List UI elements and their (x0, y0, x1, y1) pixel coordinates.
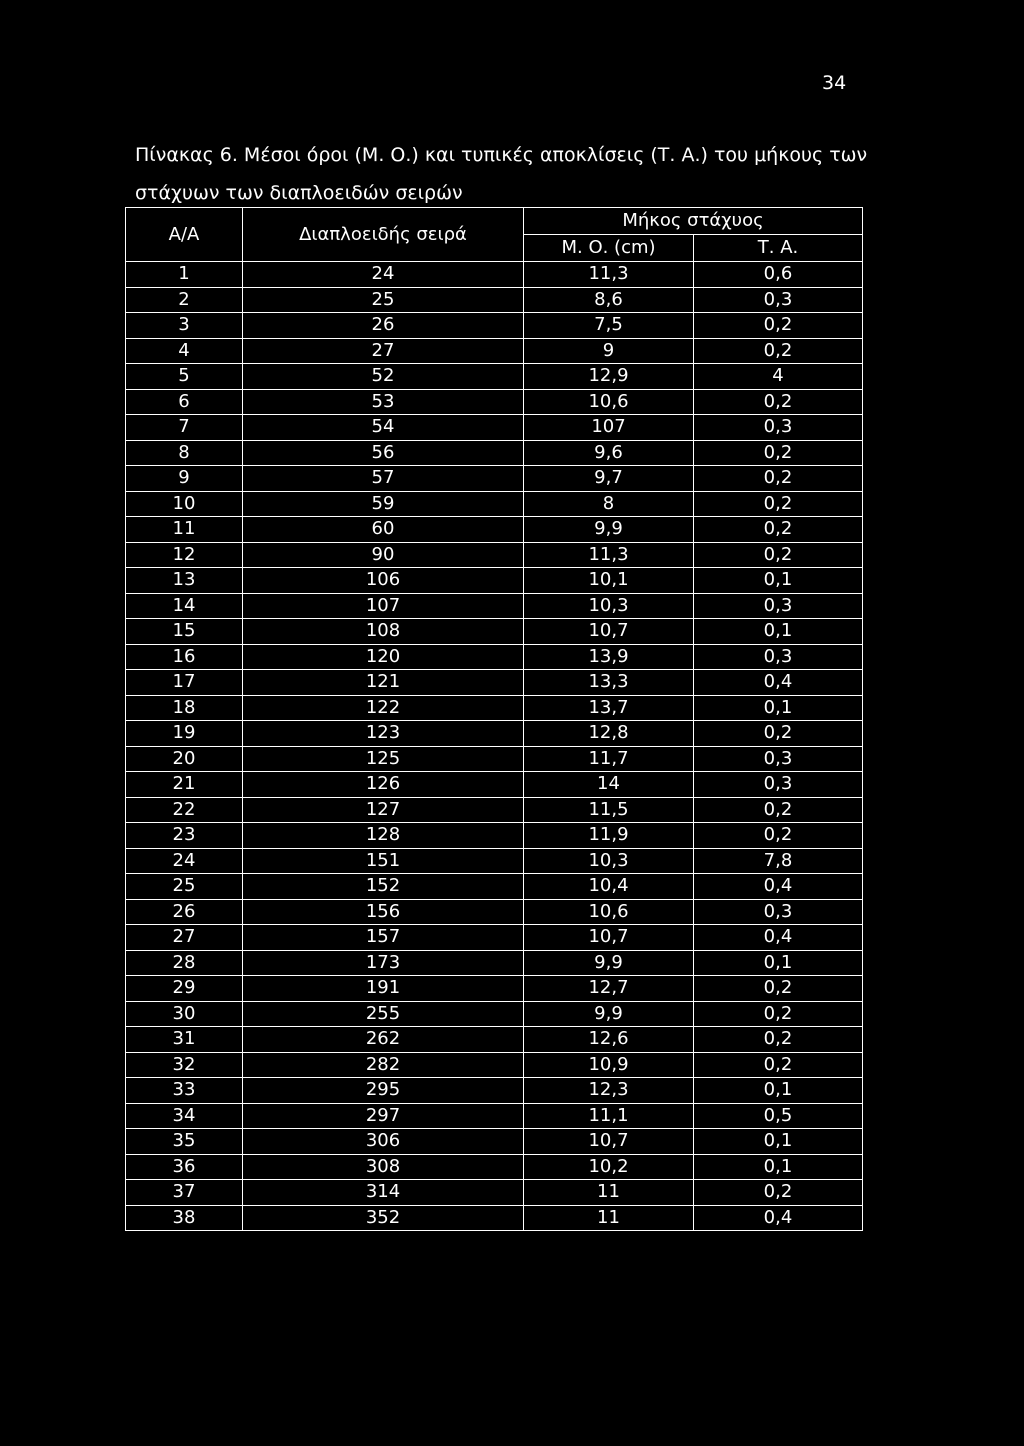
cell-aa: 20 (126, 746, 243, 772)
cell-line: 157 (243, 925, 524, 951)
table-row (126, 670, 863, 696)
cell-line: 128 (243, 823, 524, 849)
header-sd: Τ. Α. (694, 235, 863, 262)
cell-sd: 0,5 (694, 1103, 863, 1129)
cell-aa: 2 (126, 287, 243, 313)
cell-sd: 0,1 (694, 950, 863, 976)
cell-line: 314 (243, 1180, 524, 1206)
cell-aa: 15 (126, 619, 243, 645)
cell-mean: 13,9 (524, 644, 694, 670)
cell-mean: 10,6 (524, 899, 694, 925)
cell-sd: 0,1 (694, 1154, 863, 1180)
cell-line: 255 (243, 1001, 524, 1027)
cell-mean: 12,7 (524, 976, 694, 1002)
cell-line: 26 (243, 313, 524, 339)
cell-sd: 0,2 (694, 721, 863, 747)
cell-line: 121 (243, 670, 524, 696)
cell-mean: 11,3 (524, 262, 694, 288)
cell-line: 262 (243, 1027, 524, 1053)
cell-line: 108 (243, 619, 524, 645)
cell-aa: 32 (126, 1052, 243, 1078)
cell-mean: 107 (524, 415, 694, 441)
cell-mean: 12,6 (524, 1027, 694, 1053)
cell-line: 107 (243, 593, 524, 619)
cell-aa: 37 (126, 1180, 243, 1206)
cell-mean: 8,6 (524, 287, 694, 313)
cell-aa: 26 (126, 899, 243, 925)
cell-mean: 9,9 (524, 950, 694, 976)
cell-mean: 13,3 (524, 670, 694, 696)
cell-sd: 0,2 (694, 1001, 863, 1027)
cell-sd: 0,2 (694, 797, 863, 823)
table-row (126, 415, 863, 441)
table-row (126, 848, 863, 874)
cell-line: 297 (243, 1103, 524, 1129)
cell-aa: 25 (126, 874, 243, 900)
cell-mean: 9,9 (524, 517, 694, 543)
cell-sd: 0,4 (694, 1205, 863, 1231)
cell-mean: 10,3 (524, 848, 694, 874)
cell-sd: 7,8 (694, 848, 863, 874)
header-line: Διαπλοειδής σειρά (243, 208, 524, 262)
cell-sd: 0,2 (694, 389, 863, 415)
cell-sd: 0,4 (694, 670, 863, 696)
cell-mean: 11,7 (524, 746, 694, 772)
cell-line: 152 (243, 874, 524, 900)
cell-sd: 4 (694, 364, 863, 390)
table-row (126, 1180, 863, 1206)
cell-mean: 9,9 (524, 1001, 694, 1027)
cell-sd: 0,1 (694, 695, 863, 721)
cell-sd: 0,2 (694, 440, 863, 466)
table-row (126, 440, 863, 466)
cell-sd: 0,1 (694, 1129, 863, 1155)
cell-line: 56 (243, 440, 524, 466)
cell-mean: 10,2 (524, 1154, 694, 1180)
cell-sd: 0,1 (694, 568, 863, 594)
cell-mean: 11 (524, 1180, 694, 1206)
cell-aa: 6 (126, 389, 243, 415)
cell-line: 106 (243, 568, 524, 594)
cell-sd: 0,3 (694, 415, 863, 441)
table-row (126, 593, 863, 619)
cell-sd: 0,3 (694, 644, 863, 670)
cell-mean: 9,7 (524, 466, 694, 492)
cell-sd: 0,3 (694, 287, 863, 313)
table-row (126, 364, 863, 390)
cell-mean: 12,9 (524, 364, 694, 390)
cell-line: 282 (243, 1052, 524, 1078)
cell-aa: 9 (126, 466, 243, 492)
cell-aa: 30 (126, 1001, 243, 1027)
cell-aa: 29 (126, 976, 243, 1002)
cell-sd: 0,3 (694, 772, 863, 798)
cell-aa: 19 (126, 721, 243, 747)
cell-sd: 0,2 (694, 491, 863, 517)
table-row (126, 262, 863, 288)
cell-line: 156 (243, 899, 524, 925)
cell-aa: 18 (126, 695, 243, 721)
table-row (126, 568, 863, 594)
table-row (126, 619, 863, 645)
caption-line-2: στάχυων των διαπλοειδών σειρών (135, 182, 463, 204)
cell-aa: 31 (126, 1027, 243, 1053)
cell-line: 27 (243, 338, 524, 364)
cell-sd: 0,2 (694, 1052, 863, 1078)
header-mean: Μ. Ο. (cm) (524, 235, 694, 262)
cell-sd: 0,2 (694, 1027, 863, 1053)
cell-aa: 13 (126, 568, 243, 594)
cell-line: 120 (243, 644, 524, 670)
cell-sd: 0,3 (694, 899, 863, 925)
cell-mean: 10,7 (524, 925, 694, 951)
cell-aa: 17 (126, 670, 243, 696)
cell-aa: 21 (126, 772, 243, 798)
cell-line: 306 (243, 1129, 524, 1155)
table-row (126, 1001, 863, 1027)
table-row (126, 925, 863, 951)
table-row (126, 338, 863, 364)
table-row (126, 950, 863, 976)
cell-line: 57 (243, 466, 524, 492)
cell-mean: 11,1 (524, 1103, 694, 1129)
cell-mean: 10,7 (524, 1129, 694, 1155)
cell-aa: 12 (126, 542, 243, 568)
table-row (126, 1129, 863, 1155)
cell-line: 295 (243, 1078, 524, 1104)
cell-aa: 11 (126, 517, 243, 543)
header-aa: Α/Α (126, 208, 243, 262)
table-row (126, 1078, 863, 1104)
cell-line: 122 (243, 695, 524, 721)
table-row (126, 517, 863, 543)
cell-line: 25 (243, 287, 524, 313)
cell-line: 127 (243, 797, 524, 823)
table-caption (135, 136, 875, 212)
cell-line: 352 (243, 1205, 524, 1231)
cell-aa: 23 (126, 823, 243, 849)
cell-aa: 27 (126, 925, 243, 951)
table-row (126, 491, 863, 517)
table-row (126, 1154, 863, 1180)
cell-line: 173 (243, 950, 524, 976)
table-row (126, 1052, 863, 1078)
cell-sd: 0,4 (694, 925, 863, 951)
cell-sd: 0,2 (694, 338, 863, 364)
cell-aa: 16 (126, 644, 243, 670)
table-row (126, 1205, 863, 1231)
cell-line: 54 (243, 415, 524, 441)
cell-line: 191 (243, 976, 524, 1002)
cell-line: 60 (243, 517, 524, 543)
cell-aa: 34 (126, 1103, 243, 1129)
table-row (126, 772, 863, 798)
table-row (126, 542, 863, 568)
cell-mean: 10,9 (524, 1052, 694, 1078)
cell-aa: 33 (126, 1078, 243, 1104)
cell-mean: 11,3 (524, 542, 694, 568)
cell-sd: 0,2 (694, 466, 863, 492)
cell-sd: 0,1 (694, 619, 863, 645)
caption-line-1: Πίνακας 6. Μέσοι όροι (Μ. Ο.) και τυπικές αποκλίσεις (Τ. Α.) του μήκους των (135, 144, 868, 166)
cell-aa: 10 (126, 491, 243, 517)
cell-mean: 13,7 (524, 695, 694, 721)
cell-aa: 22 (126, 797, 243, 823)
table-row (126, 1103, 863, 1129)
cell-sd: 0,2 (694, 542, 863, 568)
cell-line: 125 (243, 746, 524, 772)
cell-mean: 10,6 (524, 389, 694, 415)
cell-mean: 12,8 (524, 721, 694, 747)
cell-aa: 3 (126, 313, 243, 339)
cell-sd: 0,2 (694, 517, 863, 543)
cell-aa: 5 (126, 364, 243, 390)
cell-mean: 11 (524, 1205, 694, 1231)
cell-line: 123 (243, 721, 524, 747)
table-row (126, 287, 863, 313)
cell-line: 52 (243, 364, 524, 390)
cell-line: 126 (243, 772, 524, 798)
cell-line: 151 (243, 848, 524, 874)
cell-sd: 0,4 (694, 874, 863, 900)
table-row (126, 797, 863, 823)
table-body (126, 262, 863, 1231)
cell-aa: 14 (126, 593, 243, 619)
spike-length-table (125, 207, 863, 1231)
cell-aa: 35 (126, 1129, 243, 1155)
cell-aa: 4 (126, 338, 243, 364)
header-row (126, 208, 863, 235)
cell-mean: 10,1 (524, 568, 694, 594)
cell-mean: 9,6 (524, 440, 694, 466)
table-row (126, 389, 863, 415)
cell-aa: 1 (126, 262, 243, 288)
table-row (126, 976, 863, 1002)
table-row (126, 313, 863, 339)
cell-mean: 10,7 (524, 619, 694, 645)
cell-line: 24 (243, 262, 524, 288)
cell-mean: 7,5 (524, 313, 694, 339)
cell-sd: 0,2 (694, 313, 863, 339)
table-row (126, 899, 863, 925)
cell-aa: 28 (126, 950, 243, 976)
cell-aa: 8 (126, 440, 243, 466)
table-row (126, 721, 863, 747)
cell-mean: 10,3 (524, 593, 694, 619)
cell-mean: 11,5 (524, 797, 694, 823)
cell-aa: 38 (126, 1205, 243, 1231)
cell-sd: 0,3 (694, 746, 863, 772)
cell-aa: 7 (126, 415, 243, 441)
cell-sd: 0,1 (694, 1078, 863, 1104)
cell-line: 53 (243, 389, 524, 415)
table-row (126, 1027, 863, 1053)
table-row (126, 874, 863, 900)
cell-mean: 8 (524, 491, 694, 517)
table-row (126, 695, 863, 721)
cell-mean: 14 (524, 772, 694, 798)
cell-sd: 0,2 (694, 976, 863, 1002)
cell-sd: 0,6 (694, 262, 863, 288)
cell-mean: 11,9 (524, 823, 694, 849)
cell-sd: 0,2 (694, 823, 863, 849)
table-row (126, 644, 863, 670)
cell-line: 59 (243, 491, 524, 517)
cell-aa: 36 (126, 1154, 243, 1180)
header-spike-length: Μήκος στάχυος (524, 208, 863, 235)
table-row (126, 466, 863, 492)
cell-line: 308 (243, 1154, 524, 1180)
cell-sd: 0,2 (694, 1180, 863, 1206)
table-row (126, 746, 863, 772)
page-number: 34 (822, 72, 847, 94)
cell-mean: 9 (524, 338, 694, 364)
cell-sd: 0,3 (694, 593, 863, 619)
cell-mean: 12,3 (524, 1078, 694, 1104)
cell-line: 90 (243, 542, 524, 568)
cell-aa: 24 (126, 848, 243, 874)
cell-mean: 10,4 (524, 874, 694, 900)
table-row (126, 823, 863, 849)
